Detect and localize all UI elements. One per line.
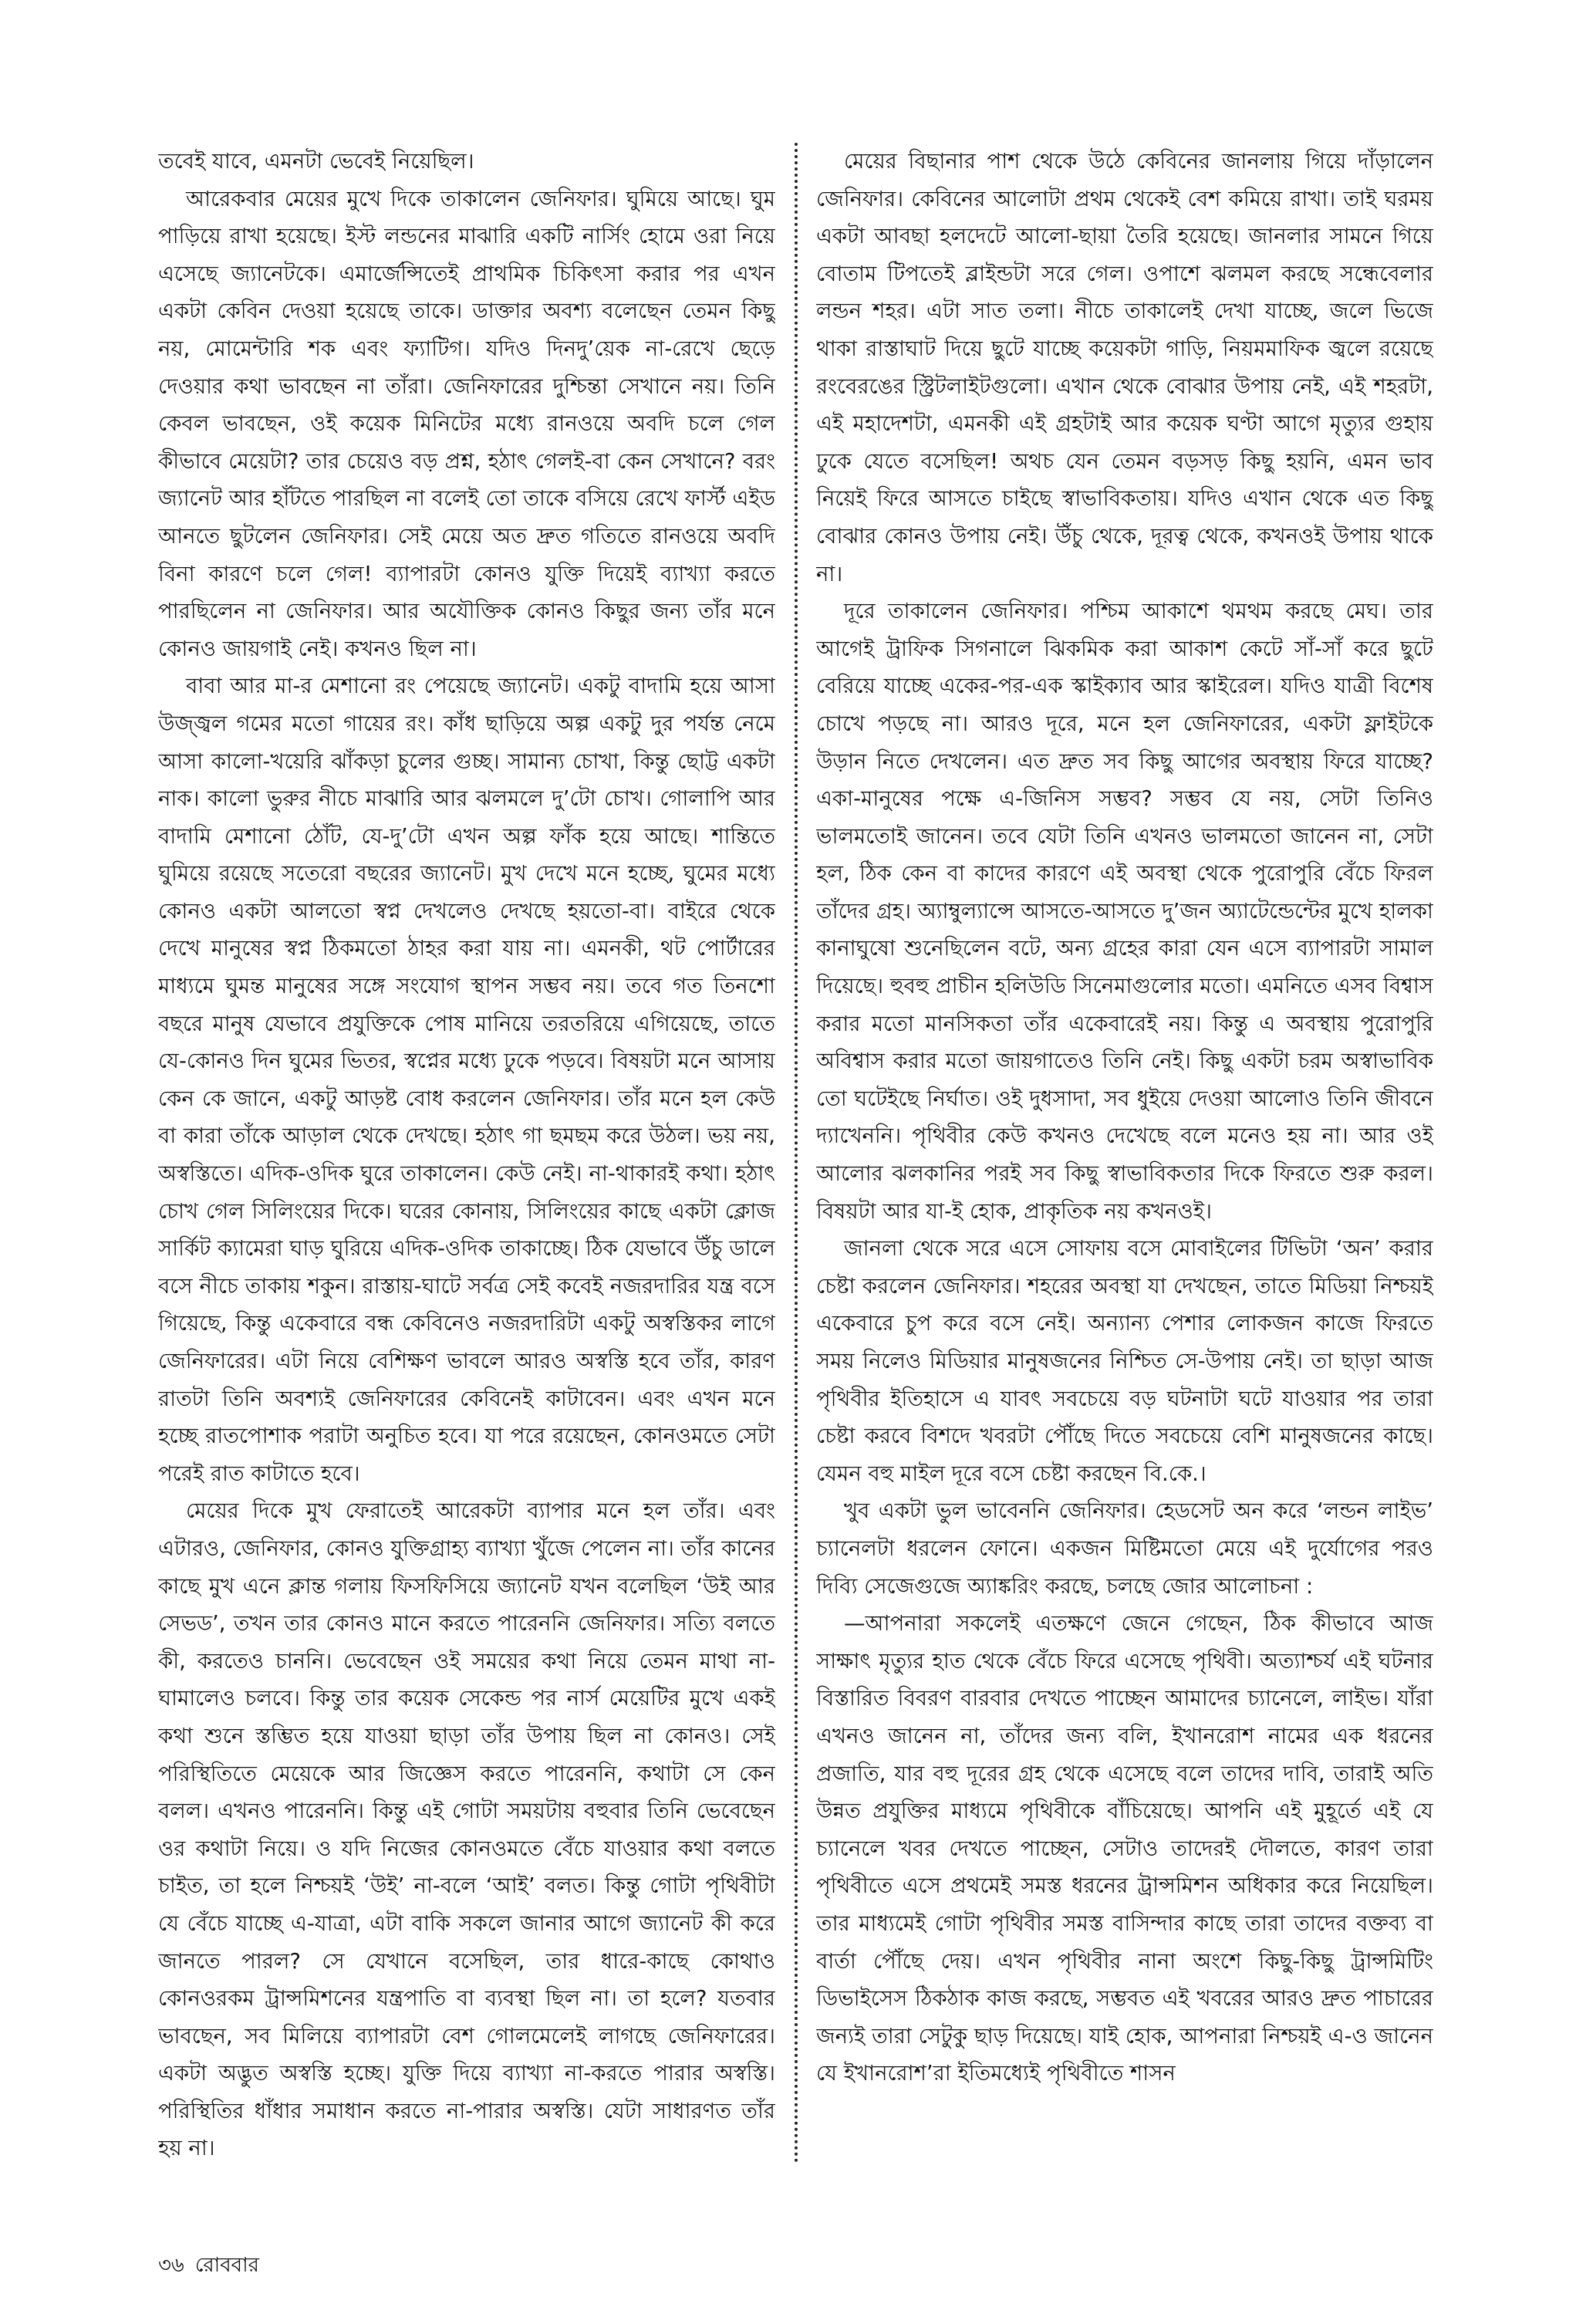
paragraph: —আপনারা সকলেই এতক্ষণে জেনে গেছেন, ঠিক কীভাবে আজ সাক্ষাৎ মৃত্যুর হাত থেকে বেঁচে ফিরে এসেছে পৃথিবী। অত্যাশ্চর্য এই ঘটনার বিস্তারিত বিবরণ বারবার দেখতে পাচ্ছেন আমাদের চ্যানেলে, লাইভ। যাঁরা এখনও জানেন না, তাঁদের জন্য বলি, ইখানরোশ নামের এক ধরনের প্রজাতি, যার বহু দূরের গ্রহ থেকে এসেছে বলে তাদের দাবি, তারাই অতি উন্নত প্রযুক্তির মাধ্যমে পৃথিবীকে বাঁচিয়েছে। আপনি এই মুহূর্তে এই যে চ্যানেলে খবর দেখতে পাচ্ছেন, সেটাও তাদেরই দৌলতে, কারণ তারা পৃথিবীতে এসে প্রথমেই সমস্ত ধরনের ট্রান্সমিশন অধিকার করে নিয়েছিল। তার মাধ্যমেই গোটা পৃথিবীর সমস্ত বাসিন্দার কাছে তারা তাদের বক্তব্য বা বার্তা পৌঁছে দেয়। এখন পৃথিবীর নানা অংশে কিছু-কিছু ট্রান্সমিটিং ডিভাইসেস ঠিকঠাক কাজ করছে, সম্ভবত এই খবরের আরও দ্রুত পাচারের জন্যই তারা সেটুকু ছাড় দিয়েছে। যাই হোক, আপনারা নিশ্চয়ই এ-ও জানেন যে ইখানরোশ’রা ইতিমধ্যেই পৃথিবীতে শাসন xyxy=(816,1611,1433,2086)
paragraph: মেয়ের বিছানার পাশ থেকে উঠে কেবিনের জানলায় গিয়ে দাঁড়ালেন জেনিফার। কেবিনের আলোটা প্রথম থেকেই বেশ কমিয়ে রাখা। তাই ঘরময় একটা আবছা হলদেটে আলো-ছায়া তৈরি হয়েছে। জানলার সামনে গিয়ে বোতাম টিপতেই ব্লাইন্ডটা সরে গেল। ওপাশে ঝলমল করছে সন্ধেবেলার লন্ডন শহর। এটা সাত তলা। নীচে তাকালেই দেখা যাচ্ছে, জলে ভিজে থাকা রাস্তাঘাট দিয়ে ছুটে যাচ্ছে কয়েকটা গাড়ি, নিয়মমাফিক জ্বলে রয়েছে রংবেরঙের স্ট্রিটলাইটগুলো। এখান থেকে বোঝার উপায় নেই, এই শহরটা, এই মহাদেশটা, এমনকী এই গ্রহটাই আর কয়েক ঘণ্টা আগে মৃত্যুর গুহায় ঢুকে যেতে বসেছিল! অথচ যেন তেমন বড়সড় কিছু হয়নি, এমন ভাব নিয়েই ফিরে আসতে চাইছে স্বাভাবিকতায়। যদিও এখান থেকে এত কিছু বোঝার কোনও উপায় নেই। উঁচু থেকে, দূরত্ব থেকে, কখনওই উপায় থাকে না। xyxy=(816,149,1433,586)
left-column xyxy=(158,143,775,2164)
right-column xyxy=(816,143,1433,2164)
paragraph: বাবা আর মা-র মেশানো রং পেয়েছে জ্যানেট। একটু বাদামি হয়ে আসা উজ্জ্বল গমের মতো গায়ের রং। কাঁধ ছাড়িয়ে অল্প একটু দুর পর্যন্ত নেমে আসা কালো-খয়েরি ঝাঁকড়া চুলের গুচ্ছ। সামান্য চোখা, কিন্তু ছোট্ট একটা নাক। কালো ভুরুর নীচে মাঝারি আর ঝলমলে দু’টো চোখ। গোলাপি আর বাদামি মেশানো ঠোঁট, যে-দু’টো এখন অল্প ফাঁক হয়ে আছে। শান্তিতে ঘুমিয়ে রয়েছে সতেরো বছরের জ্যানেট। মুখ দেখে মনে হচ্ছে, ঘুমের মধ্যে কোনও একটা আলতো স্বপ্ন দেখলেও দেখছে হয়তো-বা। বাইরে থেকে দেখে মানুষের স্বপ্ন ঠিকমতো ঠাহর করা যায় না। এমনকী, থট পোর্টারের মাধ্যমে ঘুমন্ত মানুষের সঙ্গে সংযোগ স্থাপন সম্ভব নয়। তবে গত তিনশো বছরে মানুষ যেভাবে প্রযুক্তিকে পোষ মানিয়ে তরতরিয়ে এগিয়েছে, তাতে যে-কোনও দিন ঘুমের ভিতর, স্বপ্নের মধ্যে ঢুকে পড়বে। বিষয়টা মনে আসায় কেন কে জানে, একটু আড়ষ্ট বোধ করলেন জেনিফার। তাঁর মনে হল কেউ বা কারা তাঁকে আড়াল থেকে দেখছে। হঠাৎ গা ছমছম করে উঠল। ভয় নয়, অস্বস্তিতে। এদিক-ওদিক ঘুরে তাকালেন। কেউ নেই। না-থাকারই কথা। হঠাৎ চোখ গেল সিলিংয়ের দিকে। ঘরের কোনায়, সিলিংয়ের কাছে একটা ক্লোজ সার্কিট ক্যামেরা ঘাড় ঘুরিয়ে এদিক-ওদিক তাকাচ্ছে। ঠিক যেভাবে উঁচু ডালে বসে নীচে তাকায় শকুন। রাস্তায়-ঘাটে সর্বত্র সেই কবেই নজরদারির যন্ত্র বসে গিয়েছে, কিন্তু একেবারে বন্ধ কেবিনেও নজরদারিটা একটু অস্বস্তিকর লাগে জেনিফারের। এটা নিয়ে বেশিক্ষণ ভাবলে আরও অস্বস্তি হবে তাঁর, কারণ রাতটা তিনি অবশ্যই জেনিফারের কেবিনেই কাটাবেন। এবং এখন মনে হচ্ছে রাতপোশাক পরাটা অনুচিত হবে। যা পরে রয়েছেন, কোনওমতে সেটা পরেই রাত কাটাতে হবে। xyxy=(158,674,775,1486)
page-number: ৩৬ xyxy=(158,2254,184,2277)
column-divider xyxy=(795,143,798,2164)
page-footer xyxy=(158,2253,270,2278)
paragraph: আরেকবার মেয়ের মুখে দিকে তাকালেন জেনিফার। ঘুমিয়ে আছে। ঘুম পাড়িয়ে রাখা হয়েছে। ইস্ট লন্ডনের মাঝারি একটি নার্সিং হোমে ওরা নিয়ে এসেছে জ্যানেটকে। এমার্জেন্সিতেই প্রাথমিক চিকিৎসা করার পর এখন একটা কেবিন দেওয়া হয়েছে তাকে। ডাক্তার অবশ্য বলেছেন তেমন কিছু নয়, মোমেন্টারি শক এবং ফ্যাটিগ। যদিও দিনদু’য়েক না-রেখে ছেড়ে দেওয়ার কথা ভাবছেন না তাঁরা। জেনিফারের দুশ্চিন্তা সেখানে নয়। তিনি কেবল ভাবছেন, ওই কয়েক মিনিটের মধ্যে রানওয়ে অবদি চলে গেল কীভাবে মেয়েটা? তার চেয়েও বড় প্রশ্ন, হঠাৎ গেলই-বা কেন সেখানে? বরং জ্যানেট আর হাঁটতে পারছিল না বলেই তো তাকে বসিয়ে রেখে ফার্স্ট এইড আনতে ছুটলেন জেনিফার। সেই মেয়ে অত দ্রুত গতিতে রানওয়ে অবদি বিনা কারণে চলে গেল! ব্যাপারটা কোনও যুক্তি দিয়েই ব্যাখ্যা করতে পারছিলেন না জেনিফার। আর অযৌক্তিক কোনও কিছুর জন্য তাঁর মনে কোনও জায়গাই নেই। কখনও ছিল না। xyxy=(158,186,775,661)
paragraph: মেয়ের দিকে মুখ ফেরাতেই আরেকটা ব্যাপার মনে হল তাঁর। এবং এটারও, জেনিফার, কোনও যুক্তিগ্রাহ্য ব্যাখ্যা খুঁজে পেলেন না। তাঁর কানের কাছে মুখ এনে ক্লান্ত গলায় ফিসফিসিয়ে জ্যানেট যখন বলেছিল ‘উই আর সেভড’, তখন তার কোনও মানে করতে পারেননি জেনিফার। সত্যি বলতে কী, করতেও চাননি। ভেবেছেন ওই সময়ের কথা নিয়ে তেমন মাথা না-ঘামালেও চলবে। কিন্তু তার কয়েক সেকেন্ড পর নার্স মেয়েটির মুখে একই কথা শুনে স্তম্ভিত হয়ে যাওয়া ছাড়া তাঁর উপায় ছিল না কোনও। সেই পরিস্থিতিতে মেয়েকে আর জিজ্ঞেস করতে পারেননি, কথাটা সে কেন বলল। এখনও পারেননি। কিন্তু এই গোটা সময়টায় বহুবার তিনি ভেবেছেন ওর কথাটা নিয়ে। ও যদি নিজের কোনওমতে বেঁচে যাওয়ার কথা বলতে চাইত, তা হলে নিশ্চয়ই ‘উই’ না-বলে ‘আই’ বলত। কিন্তু গোটা পৃথিবীটা যে বেঁচে যাচ্ছে এ-যাত্রা, এটা বাকি সকলে জানার আগে জ্যানেট কী করে জানতে পারল? সে যেখানে বসেছিল, তার ধারে-কাছে কোথাও কোনওরকম ট্রান্সমিশনের যন্ত্রপাতি বা ব্যবস্থা ছিল না। তা হলে? যতবার ভাবছেন, সব মিলিয়ে ব্যাপারটা বেশ গোলমেলেই লাগছে জেনিফারের। একটা অদ্ভুত অস্বস্তি হচ্ছে। যুক্তি দিয়ে ব্যাখ্যা না-করতে পারার অস্বস্তি। পরিস্থিতির ধাঁধার সমাধান করতে না-পারার অস্বস্তি। যেটা সাধারণত তাঁর হয় না। xyxy=(158,1498,775,2161)
magazine-name: রোববার xyxy=(194,2254,259,2277)
paragraph: খুব একটা ভুল ভাবেননি জেনিফার। হেডসেট অন করে ‘লন্ডন লাইভ’ চ্যানেলটা ধরলেন ফোনে। একজন মিষ্টিমতো মেয়ে এই দুর্যোগের পরও দিব্যি সেজেগুজে অ্যাঙ্করিং করছে, চলছে জোর আলোচনা : xyxy=(816,1498,1433,1599)
paragraph: জানলা থেকে সরে এসে সোফায় বসে মোবাইলের টিভিটা ‘অন’ করার চেষ্টা করলেন জেনিফার। শহরের অবস্থা যা দেখছেন, তাতে মিডিয়া নিশ্চয়ই একেবারে চুপ করে বসে নেই। অন্যান্য পেশার লোকজন কাজে ফিরতে সময় নিলেও মিডিয়ার মানুষজনের নিশ্চিত সে-উপায় নেই। তা ছাড়া আজ পৃথিবীর ইতিহাসে এ যাবৎ সবচেয়ে বড় ঘটনাটা ঘটে যাওয়ার পর তারা চেষ্টা করবে বিশদে খবরটা পৌঁছে দিতে সবচেয়ে বেশি মানুষজনের কাছে। যেমন বহু মাইল দূরে বসে চেষ্টা করছেন বি.কে.। xyxy=(816,1236,1433,1486)
paragraph: তবেই যাবে, এমনটা ভেবেই নিয়েছিল। xyxy=(158,149,474,174)
paragraph: দূরে তাকালেন জেনিফার। পশ্চিম আকাশে থমথম করছে মেঘ। তার আগেই ট্রাফিক সিগনালে ঝিকমিক করা আকাশ কেটে সাঁ-সাঁ করে ছুটে বেরিয়ে যাচ্ছে একের-পর-এক স্কাইক্যাব আর স্কাইরেল। যদিও যাত্রী বিশেষ চোখে পড়ছে না। আরও দূরে, মনে হল জেনিফারের, একটা ফ্লাইটকে উড়ান নিতে দেখলেন। এত দ্রুত সব কিছু আগের অবস্থায় ফিরে যাচ্ছে? একা-মানুষের পক্ষে এ-জিনিস সম্ভব? সম্ভব যে নয়, সেটা তিনিও ভালমতোই জানেন। তবে যেটা তিনি এখনও ভালমতো জানেন না, সেটা হল, ঠিক কেন বা কাদের কারণে এই অবস্থা থেকে পুরোপুরি বেঁচে ফিরল তাঁদের গ্রহ। অ্যাম্বুল্যান্সে আসতে-আসতে দু’জন অ্যাটেন্ডেন্টের মুখে হালকা কানাঘুষো শুনেছিলেন বটে, অন্য গ্রহের কারা যেন এসে ব্যাপারটা সামাল দিয়েছে। হুবহু প্রাচীন হলিউডি সিনেমাগুলোর মতো। এমনিতে এসব বিশ্বাস করার মতো মানসিকতা তাঁর একেবারেই নয়। কিন্তু এ অবস্থায় পুরোপুরি অবিশ্বাস করার মতো জায়গাতেও তিনি নেই। কিছু একটা চরম অস্বাভাবিক তো ঘটেইছে নির্ঘাত। ওই দুধসাদা, সব ধুইয়ে দেওয়া আলোও তিনি জীবনে দ্যাখেননি। পৃথিবীর কেউ কখনও দেখেছে বলে মনেও হয় না। আর ওই আলোর ঝলকানির পরই সব কিছু স্বাভাবিকতার দিকে ফিরতে শুরু করল। বিষয়টা আর যা-ই হোক, প্রাকৃতিক নয় কখনওই। xyxy=(816,599,1433,1224)
